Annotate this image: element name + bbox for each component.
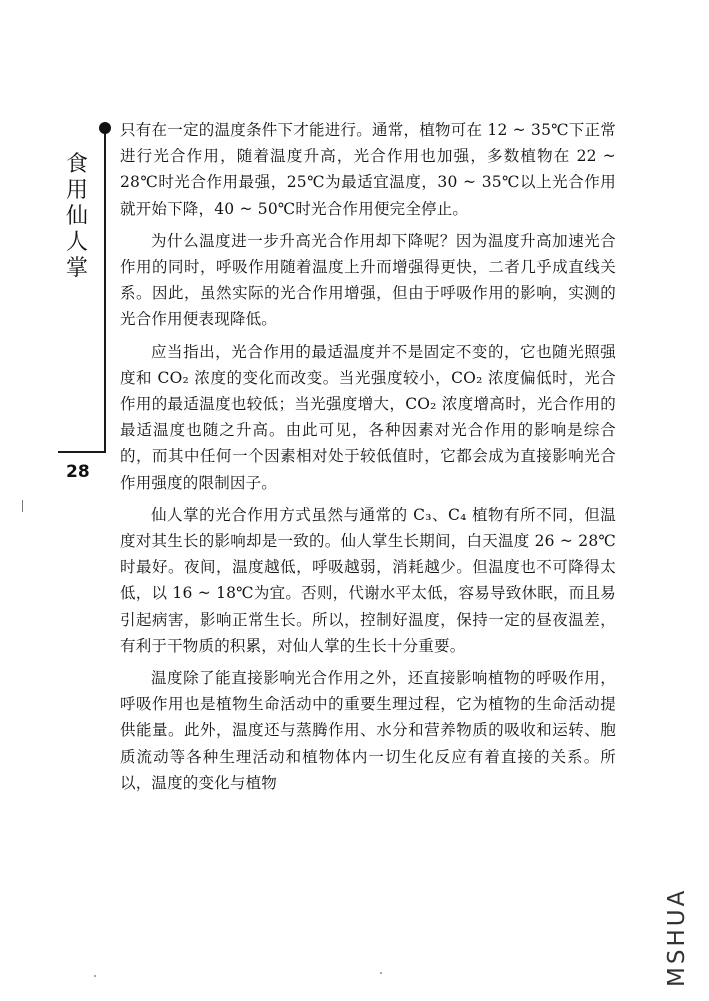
margin-rule-foot xyxy=(58,451,106,453)
body-text xyxy=(120,117,616,802)
page-number: 28 xyxy=(66,462,90,482)
scan-speck xyxy=(94,975,96,977)
paragraph-5: 温度除了能直接影响光合作用之外，还直接影响植物的呼吸作用，呼吸作用也是植物生命活动中的重要生理过程，它为植物的生命活动提供能量。此外，温度还与蒸腾作用、水分和营养物质的吸收和运转、胞质流动等各种生理活动和植物体内一切生化反应有着直接的关系。所以，温度的变化与植物 xyxy=(120,669,616,792)
running-title: 食用仙人掌 xyxy=(65,152,88,281)
margin-rule xyxy=(104,128,106,452)
paragraph-3: 应当指出，光合作用的最适温度并不是固定不变的，它也随光照强度和 CO₂ 浓度的变化而改变。当光强度较小，CO₂ 浓度偏低时，光合作用的最适温度也较低；当光强度增大，CO₂ 浓度增高时，光合作用的最适温度也随之升高。由此可见，各种因素对光合作用的影响是综合的，而其中任何一个因素相对处于较低值时，它都会成为直接影响光合作用强度的限制因子。 xyxy=(120,342,616,492)
scan-mark xyxy=(22,500,23,512)
paragraph-1: 只有在一定的温度条件下才能进行。通常，植物可在 12 ~ 35℃下正常进行光合作用，随着温度升高，光合作用也加强，多数植物在 22 ~ 28℃时光合作用最强，25℃为最适宜温度，30 ~ 35℃以上光合作用就开始下降，40 ~ 50℃时光合作用便完全停止。 xyxy=(120,121,616,218)
bullet-dot-icon xyxy=(99,122,111,134)
paragraph-2: 为什么温度进一步升高光合作用却下降呢？因为温度升高加速光合作用的同时，呼吸作用随着温度上升而增强得更快，二者几乎成直线关系。因此，虽然实际的光合作用增强，但由于呼吸作用的影响，实测的光合作用便表现降低。 xyxy=(120,231,616,329)
watermark-text: MSHUA xyxy=(664,887,690,987)
scan-speck xyxy=(380,972,382,974)
paragraph-4: 仙人掌的光合作用方式虽然与通常的 C₃、C₄ 植物有所不同，但温度对其生长的影响却是一致的。仙人掌生长期间，白天温度 26 ~ 28℃时最好。夜间，温度越低，呼吸越弱，消耗越少。但温度也不可降得太低，以 16 ~ 18℃为宜。否则，代谢水平太低，容易导致休眠，而且易引起病害，影响正常生长。所以，控制好温度，保持一定的昼夜温差，有利于干物质的积累，对仙人掌的生长十分重要。 xyxy=(120,505,616,655)
